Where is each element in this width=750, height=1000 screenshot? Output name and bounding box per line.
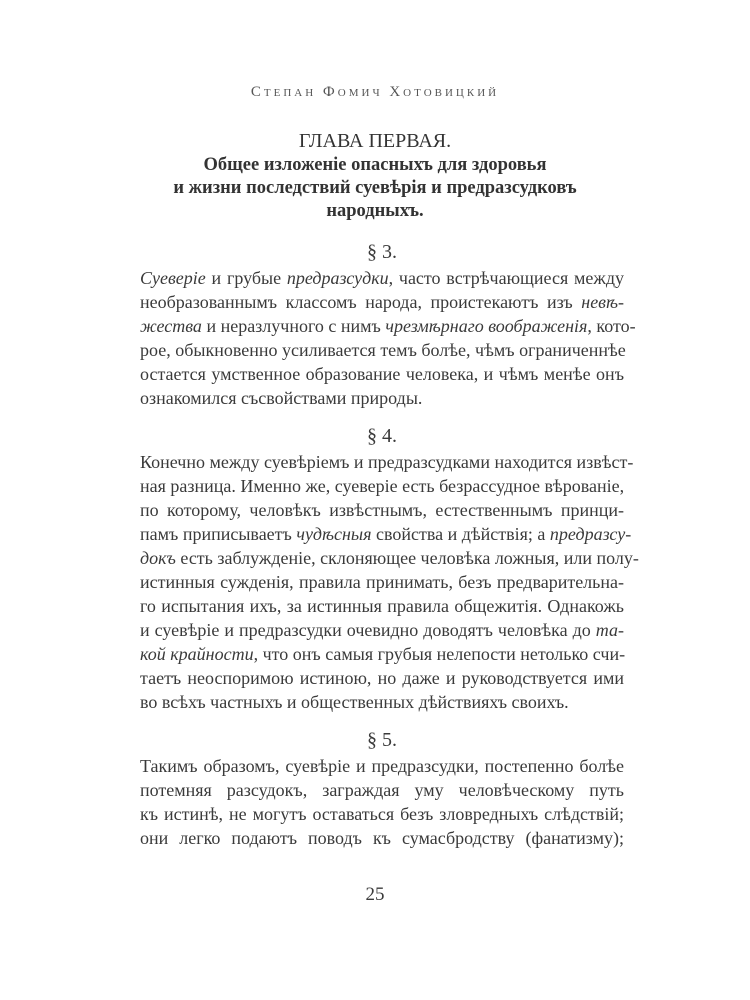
- text-run: рое, обыкновенно усиливается темъ болѣе, чѣмъ ограниченнѣе: [140, 340, 626, 360]
- text-line: [140, 802, 624, 826]
- text-column: [140, 238, 639, 850]
- emphasis-text: предразсудки: [286, 268, 389, 288]
- emphasis-text: кой крайности: [140, 644, 254, 664]
- text-line: [140, 522, 632, 546]
- text-line: [140, 290, 624, 314]
- text-run: во всѣхъ частныхъ и общественных дѣйствияхъ своихъ.: [140, 692, 569, 712]
- chapter-subtitle-line: народныхъ.: [326, 201, 424, 221]
- chapter-subtitle-line: и жизни последствий суевѣрiя и предразсудковъ: [173, 178, 577, 198]
- text-line: [140, 498, 624, 522]
- text-line: [140, 338, 624, 362]
- text-run: го испытания ихъ, за истинныя правила общежитiя. Однакожь: [140, 596, 624, 616]
- emphasis-text: докъ: [140, 548, 176, 568]
- emphasis-text: чрезмѣрнаго воображенiя: [385, 316, 588, 336]
- section-heading: § 3.: [367, 241, 397, 263]
- text-run: свойства и дѣйствiя; а: [371, 524, 550, 544]
- text-run: ная разница. Именно же, суеверiе есть безрассудное вѣрованiе,: [140, 476, 625, 496]
- text-run: , кото-: [587, 316, 636, 336]
- section-body: [140, 450, 639, 714]
- page-number: 25: [365, 884, 385, 905]
- text-run: и суевѣрiе и предразсудки очевидно доводятъ человѣка до: [140, 620, 596, 640]
- text-run: , что онъ самыя грубыя нелепости нетолько счи-: [253, 644, 626, 664]
- text-line: [140, 474, 624, 498]
- text-run: и грубые: [205, 268, 287, 288]
- text-run: и неразлучного с нимъ: [201, 316, 386, 336]
- emphasis-text: жества: [140, 316, 202, 336]
- text-run: , часто встрѣчающиеся между: [388, 268, 624, 288]
- section-5: [140, 726, 624, 850]
- text-run: къ истинѣ, не могутъ оставаться безъ зловредныхъ слѣдствiй;: [140, 804, 624, 824]
- chapter-subtitle-line: Общее изложенiе опасныхъ для здоровья: [203, 155, 547, 175]
- text-line: [140, 826, 624, 850]
- emphasis-text: невѣ-: [581, 292, 624, 312]
- chapter-heading: [0, 128, 750, 223]
- text-line: [140, 690, 624, 714]
- text-line: [140, 386, 624, 410]
- chapter-title: ГЛАВА ПЕРВАЯ.: [298, 130, 452, 152]
- text-run: остается умственное образование человека, и чѣмъ менѣе онъ: [140, 364, 624, 384]
- section-heading: § 5.: [367, 729, 397, 751]
- text-line: [140, 778, 624, 802]
- running-head: Степан Фомич Хотовицкий: [250, 84, 500, 100]
- text-run: памъ приписываетъ: [140, 524, 297, 544]
- text-run: таетъ неоспоримою истиною, но даже и руководствуется ими: [140, 668, 624, 688]
- text-line: [140, 642, 624, 666]
- text-run: потемняя разсудокъ, заграждая уму человѣческому путь: [140, 780, 624, 800]
- text-run: Такимъ образомъ, суевѣрiе и предразсудки, постепенно болѣе: [140, 756, 624, 776]
- section-3: [140, 238, 636, 410]
- text-line: [140, 666, 624, 690]
- text-line: [140, 594, 624, 618]
- text-line: [140, 618, 624, 642]
- text-run: ознакомился съсвойствами природы.: [140, 388, 423, 408]
- emphasis-text: чудѣсныя: [296, 524, 372, 544]
- text-run: по которому, человѣкъ извѣстнымъ, естественнымъ принци-: [140, 500, 624, 520]
- section-4: [140, 422, 639, 714]
- section-body: [140, 266, 636, 410]
- text-line: [140, 362, 624, 386]
- text-run: необразованнымъ классомъ народа, проистекаютъ изъ: [140, 292, 582, 312]
- text-line: [140, 546, 639, 570]
- text-line: [140, 570, 624, 594]
- emphasis-text: Суеверiе: [140, 268, 206, 288]
- emphasis-text: та-: [595, 620, 624, 640]
- text-line: [140, 314, 636, 338]
- text-line: [140, 754, 624, 778]
- text-run: истинныя сужденiя, правила принимать, безъ предварительна-: [140, 572, 624, 592]
- emphasis-text: предразсу-: [549, 524, 632, 544]
- text-line: [140, 266, 624, 290]
- text-run: есть заблужденiе, склоняющее человѣка ложныя, или полу-: [175, 548, 639, 568]
- section-body: [140, 754, 624, 850]
- text-line: [140, 450, 634, 474]
- text-run: они легко подаютъ поводъ къ сумасбродству (фанатизму);: [140, 828, 624, 848]
- section-heading: § 4.: [367, 425, 397, 447]
- text-run: Конечно между суевѣрiемъ и предразсудками находится извѣст-: [140, 452, 634, 472]
